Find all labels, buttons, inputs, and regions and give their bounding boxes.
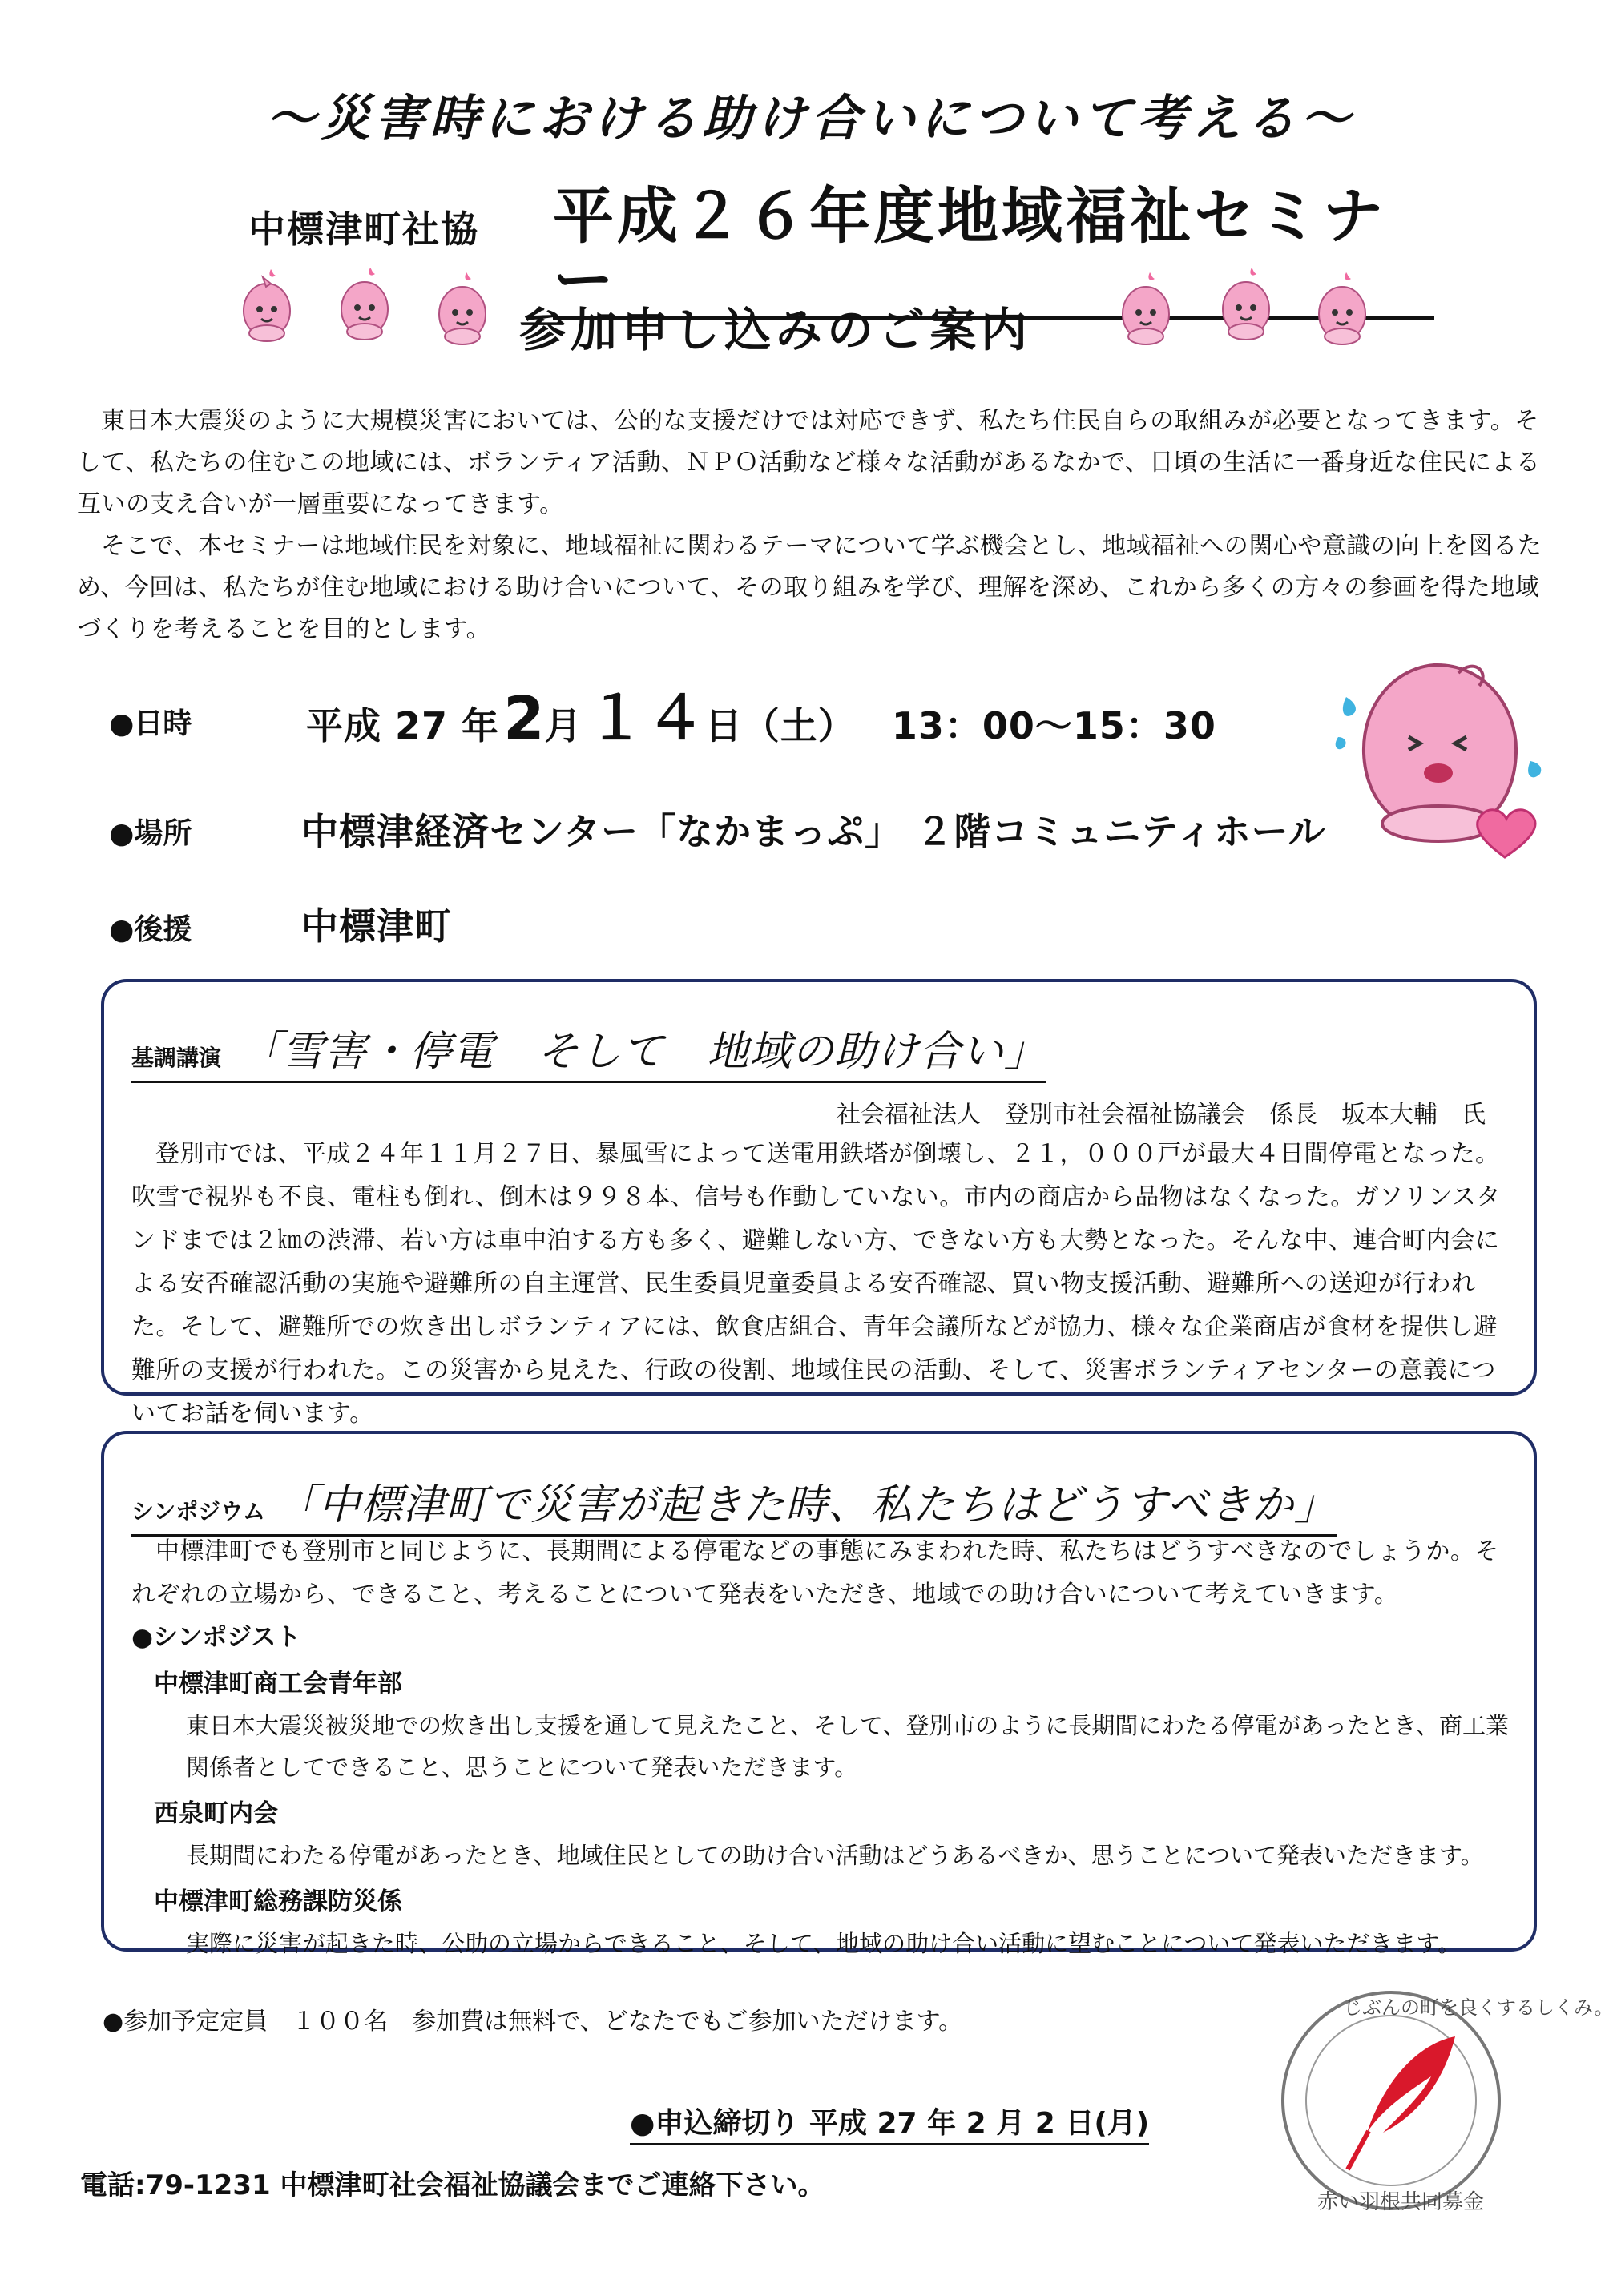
date-day-unit: 日（土） [704,704,856,747]
date-month-unit: 月 [544,704,583,747]
event-time: 13：00～15：30 [891,704,1216,747]
symposium-title: 「中標津町で災害が起きた時、私たちはどうすべきか」 [276,1481,1337,1529]
place-label: ●場所 [109,817,192,850]
event-date [306,671,1216,756]
panelist-name: 西泉町内会 [154,1799,278,1828]
date-month: 2 [503,684,545,753]
symposium-body: 中標津町でも登別市と同じように、長期間による停電などの事態にみまわれた時、私たちはどうすべきなのでしょうか。それぞれの立場から、できること、考えることについて発表をいただき、地域での助け合いについて考えていきます。 [131,1537,1499,1609]
symposium-content [131,1530,1518,1964]
organization-name: 中標津町社協 [248,207,479,251]
intro-paragraph-1: 東日本大震災のように大規模災害においては、公的な支援だけでは対応できず、私たち住民自らの取組みが必要となってきます。そして、私たちの住むこの地域には、ボランティア活動、ＮＰＯ活動など様々な活動があるなかで、日頃の生活に一番身近な住民による互いの支え合いが一層重要になってきます。 [77,407,1541,518]
panelist-name: 中標津町商工会青年部 [154,1670,402,1698]
panelist-desc: 実際に災害が起きた時、公助の立場からできること、そして、地域の助け合い活動に望むことについて発表いただきます。 [186,1930,1462,1957]
red-feather-seal [1271,1980,1614,2221]
panelist-name: 中標津町総務課防災係 [154,1887,402,1916]
sponsor-value: 中標津町 [301,904,452,948]
mascot-icon [1110,269,1182,349]
place-value: 中標津経済センター「なかまっぷ」 ２階コミュニティホール [301,810,1326,853]
mascot-icon [1306,269,1378,349]
mascot-icon [426,269,498,349]
mascot-icon [329,264,401,344]
date-day: １４ [586,684,705,753]
application-deadline: ●申込締切り 平成 27 年 2 月 2 日(月) [630,2101,1149,2145]
sponsor-label: ●後援 [109,913,192,946]
date-label: ●日時 [109,707,192,740]
red-feather-icon [1367,2036,1455,2133]
keynote-title: 「雪害・停電 そして 地域の助け合い」 [240,1028,1047,1076]
mascot-icon [1210,264,1282,344]
symposium-heading [131,1471,1337,1537]
crying-mascot-icon [1314,641,1571,881]
intro-paragraph-2: そこで、本セミナーは地域住民を対象に、地域福祉に関わるテーマについて学ぶ機会とし、地域福祉への関心や意識の向上を図るため、今回は、私たちが住む地域における助け合いについて、その取り組みを学び、理解を深め、これから多くの方々の参画を得た地域づくりを考えることを目的とします。 [77,532,1542,643]
symposium-box [101,1431,1537,1957]
subtitle: ～災害時における助け合いについて考える～ [266,89,1355,147]
keynote-box [101,979,1537,1428]
panelists-label: ●シンポジスト [131,1623,301,1652]
panelist-list [154,1663,1518,1964]
contact-info: 電話:79-1231 中標津町社会福祉協議会までご連絡下さい。 [80,2169,825,2201]
seal-text-bottom: 赤い羽根共同募金 [1317,2190,1485,2214]
heart-icon [1478,810,1535,857]
keynote-tag: 基調講演 [131,1045,222,1071]
seal-text-top: じぶんの町を良くするしくみ。 [1343,1996,1614,2019]
keynote-heading [131,1017,1046,1083]
panelist-desc: 長期間にわたる停電があったとき、地域住民としての助け合い活動はどうあるべきか、思うことについて発表いただきます。 [186,1842,1484,1869]
page-title: 平成２６年度地域福祉セミナー [553,184,1434,320]
symposium-tag: シンポジウム [131,1498,266,1525]
intro-text [77,401,1547,651]
date-prefix: 平成 27 年 [306,704,500,747]
mascot-icon [231,266,303,346]
keynote-speaker: 社会福祉法人 登別市社会福祉協議会 係長 坂本大輔 氏 [837,1101,1486,1129]
guidance-heading: 参加申し込みのご案内 [519,303,1033,357]
capacity-note: ●参加予定定員 １００名 参加費は無料で、どなたでもご参加いただけます。 [103,2008,963,2036]
keynote-body: 登別市では、平成２４年１１月２７日、暴風雪によって送電用鉄塔が倒壊し、２１，０００戸が最大４日間停電となった。吹雪で視界も不良、電柱も倒れ、倒木は９９８本、信号も作動していない。市内の商店から品物はなくなった。ガソリンスタンドまでは２㎞の渋滞、若い方は車中泊する方も多く、避難しない方、できない方も大勢となった。そんな中、連合町内会による安否確認活動の実施や避難所の自主運営、民生委員児童委員よる安否確認、買い物支援活動、避難所への送迎が行われた。そして、避難所での炊き出しボランティアには、飲食店組合、青年会議所などが協力、様々な企業商店が食材を提供し避難所の支援が行われた。この災害から見えた、行政の役割、地域住民の活動、そして、災害ボランティアセンターの意義についてお話を伺います。 [131,1140,1501,1428]
panelist-desc: 東日本大震災被災地での炊き出し支援を通して見えたこと、そして、登別市のように長期間にわたる停電があったとき、商工業関係者としてできること、思うことについて発表いただきます。 [186,1712,1509,1781]
